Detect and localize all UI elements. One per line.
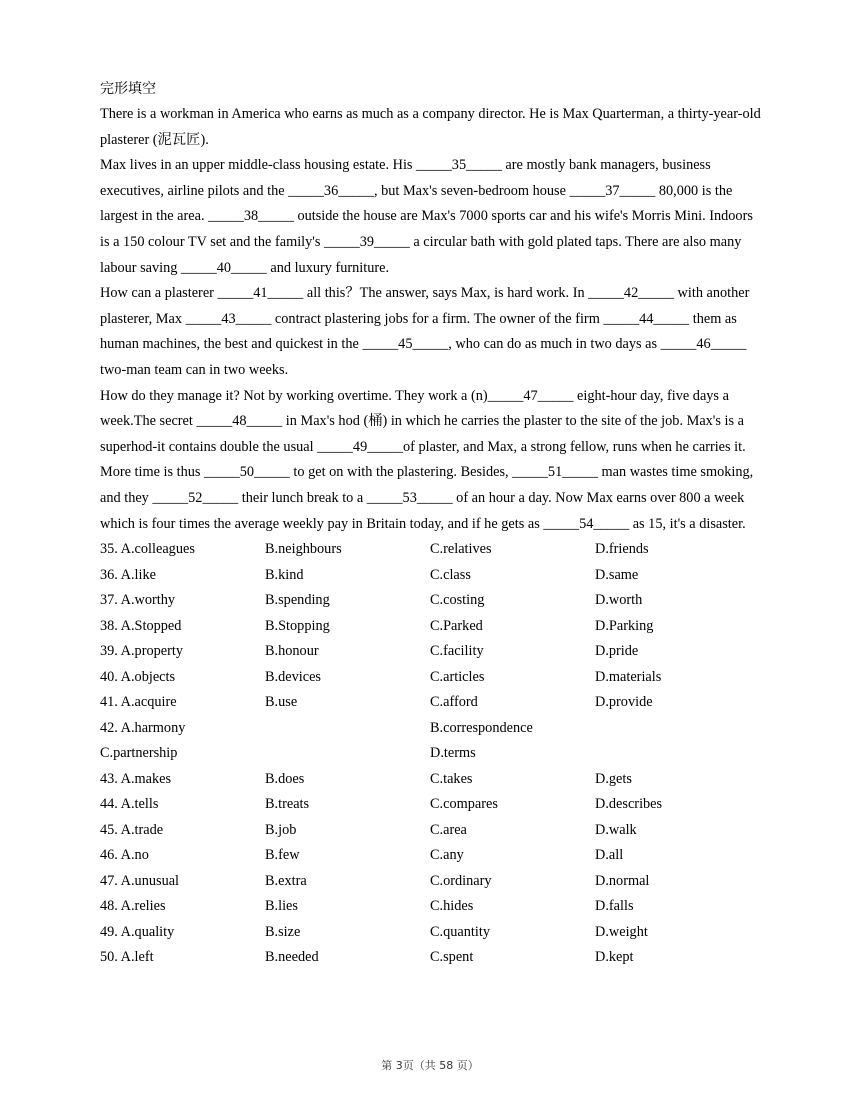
passage-paragraph-2: Max lives in an upper middle-class housing estate. His _____35_____ are mostly bank managers, business executives, airline pilots and the _____36_____, but Max's seven-bedroom house _____37_____ 80,000 is the largest in the area. _____38_____ outside the house are Max's 7000 sports car and his wife's Morris Mini. Indoors is a 150 colour TV set and the family's _____39_____ a circular bath with gold plated taps. There are also many labour saving _____40_____ and luxury furniture. [100,157,753,276]
option-b: B.treats [265,796,310,813]
option-c: C.any [430,847,464,864]
question-row-39 [100,639,765,665]
question-row-47 [100,869,765,895]
question-row-40 [100,665,765,691]
question-row-42-line-2 [100,741,765,767]
option-b: B.correspondence [430,719,533,736]
option-b: B.job [265,821,297,838]
question-row-42-line-1 [100,716,765,742]
option-d: D.gets [595,770,632,787]
option-c: C.facility [430,643,484,660]
option-c: C.hides [430,898,474,915]
passage-paragraph-1: There is a workman in America who earns as much as a company director. He is Max Quarterman, a thirty-year-old plasterer (泥瓦匠). [100,106,761,148]
option-b: B.kind [265,566,304,583]
option-d: D.falls [595,898,634,915]
option-c: C.spent [430,949,474,966]
option-d: D.walk [595,821,637,838]
section-title: 完形填空 [100,81,156,97]
option-d: D.pride [595,643,639,660]
option-c: C.quantity [430,923,490,940]
options-list [100,537,765,971]
option-a: 46. A.no [100,847,149,864]
question-row-36 [100,563,765,589]
option-d: D.friends [595,541,649,558]
option-b: B.needed [265,949,319,966]
option-c: C.class [430,566,471,583]
question-row-48 [100,894,765,920]
question-row-37 [100,588,765,614]
option-a: 38. A.Stopped [100,617,182,634]
option-a: 49. A.quality [100,923,175,940]
option-b: B.neighbours [265,541,342,558]
option-d: D.worth [595,592,643,609]
question-row-38 [100,614,765,640]
option-a: 42. A.harmony [100,719,186,736]
option-b: B.lies [265,898,298,915]
passage-paragraph-4: How do they manage it? Not by working overtime. They work a (n)_____47_____ eight-hour day, five days a week.The secret _____48_____ in Max's hod (桶) in which he carries the plaster to the site of the job. Max's is a superhod-it contains double the usual _____49_____of plaster, and Max, a strong fellow, runs when he carries it. More time is thus _____50_____ to get on with the plastering. Besides, _____51_____ man wastes time smoking, and they _____52_____ their lunch break to a _____53_____ of an hour a day. Now Max earns over 800 a week which is four times the average weekly pay in Britain today, and if he gets as _____54_____ as 15, it's a disaster. [100,387,754,532]
option-a: 37. A.worthy [100,592,176,609]
question-row-49 [100,920,765,946]
option-d: D.same [595,566,639,583]
option-d: D.normal [595,872,650,889]
option-a: 36. A.like [100,566,156,583]
option-a: 48. A.relies [100,898,166,915]
question-row-35 [100,537,765,563]
option-a: 35. A.colleagues [100,541,195,558]
option-b: B.does [265,770,305,787]
option-d: D.weight [595,923,648,940]
option-d: D.materials [595,668,662,685]
option-c: C.Parked [430,617,483,634]
option-c: C.afford [430,694,478,711]
option-b: B.spending [265,592,330,609]
option-a: 50. A.left [100,949,154,966]
option-a: 43. A.makes [100,770,172,787]
page-content [100,77,765,971]
question-row-43 [100,767,765,793]
option-b: B.use [265,694,298,711]
question-row-41 [100,690,765,716]
question-row-44 [100,792,765,818]
option-d: D.Parking [595,617,654,634]
option-c: C.area [430,821,467,838]
option-a: 41. A.acquire [100,694,177,711]
option-c: C.articles [430,668,485,685]
option-a: 39. A.property [100,643,183,660]
option-b: B.honour [265,643,319,660]
question-row-45 [100,818,765,844]
option-d: D.provide [595,694,653,711]
option-d: D.describes [595,796,663,813]
option-c: C.costing [430,592,485,609]
option-b: B.size [265,923,301,940]
option-a: 44. A.tells [100,796,159,813]
option-c: C.takes [430,770,473,787]
option-c: C.partnership [100,745,178,762]
option-b: B.devices [265,668,321,685]
question-row-50 [100,945,765,971]
option-b: B.few [265,847,300,864]
question-row-46 [100,843,765,869]
option-a: 45. A.trade [100,821,164,838]
passage-paragraph-3: How can a plasterer _____41_____ all this？The answer, says Max, is hard work. In _____42_____ with another plasterer, Max _____43_____ contract plastering jobs for a firm. The owner of the firm _____44_____ them as human machines, the best and quickest in the _____45_____, who can do as much in two days as _____46_____ two-man team can in two weeks. [100,285,750,378]
option-d: D.terms [430,745,476,762]
option-d: D.all [595,847,624,864]
option-c: C.compares [430,796,498,813]
option-b: B.Stopping [265,617,330,634]
option-a: 40. A.objects [100,668,176,685]
option-a: 47. A.unusual [100,872,180,889]
option-d: D.kept [595,949,634,966]
option-b: B.extra [265,872,307,889]
option-c: C.relatives [430,541,492,558]
page-number-footer: 第 3页（共 58 页） [381,1059,479,1072]
option-c: C.ordinary [430,872,492,889]
